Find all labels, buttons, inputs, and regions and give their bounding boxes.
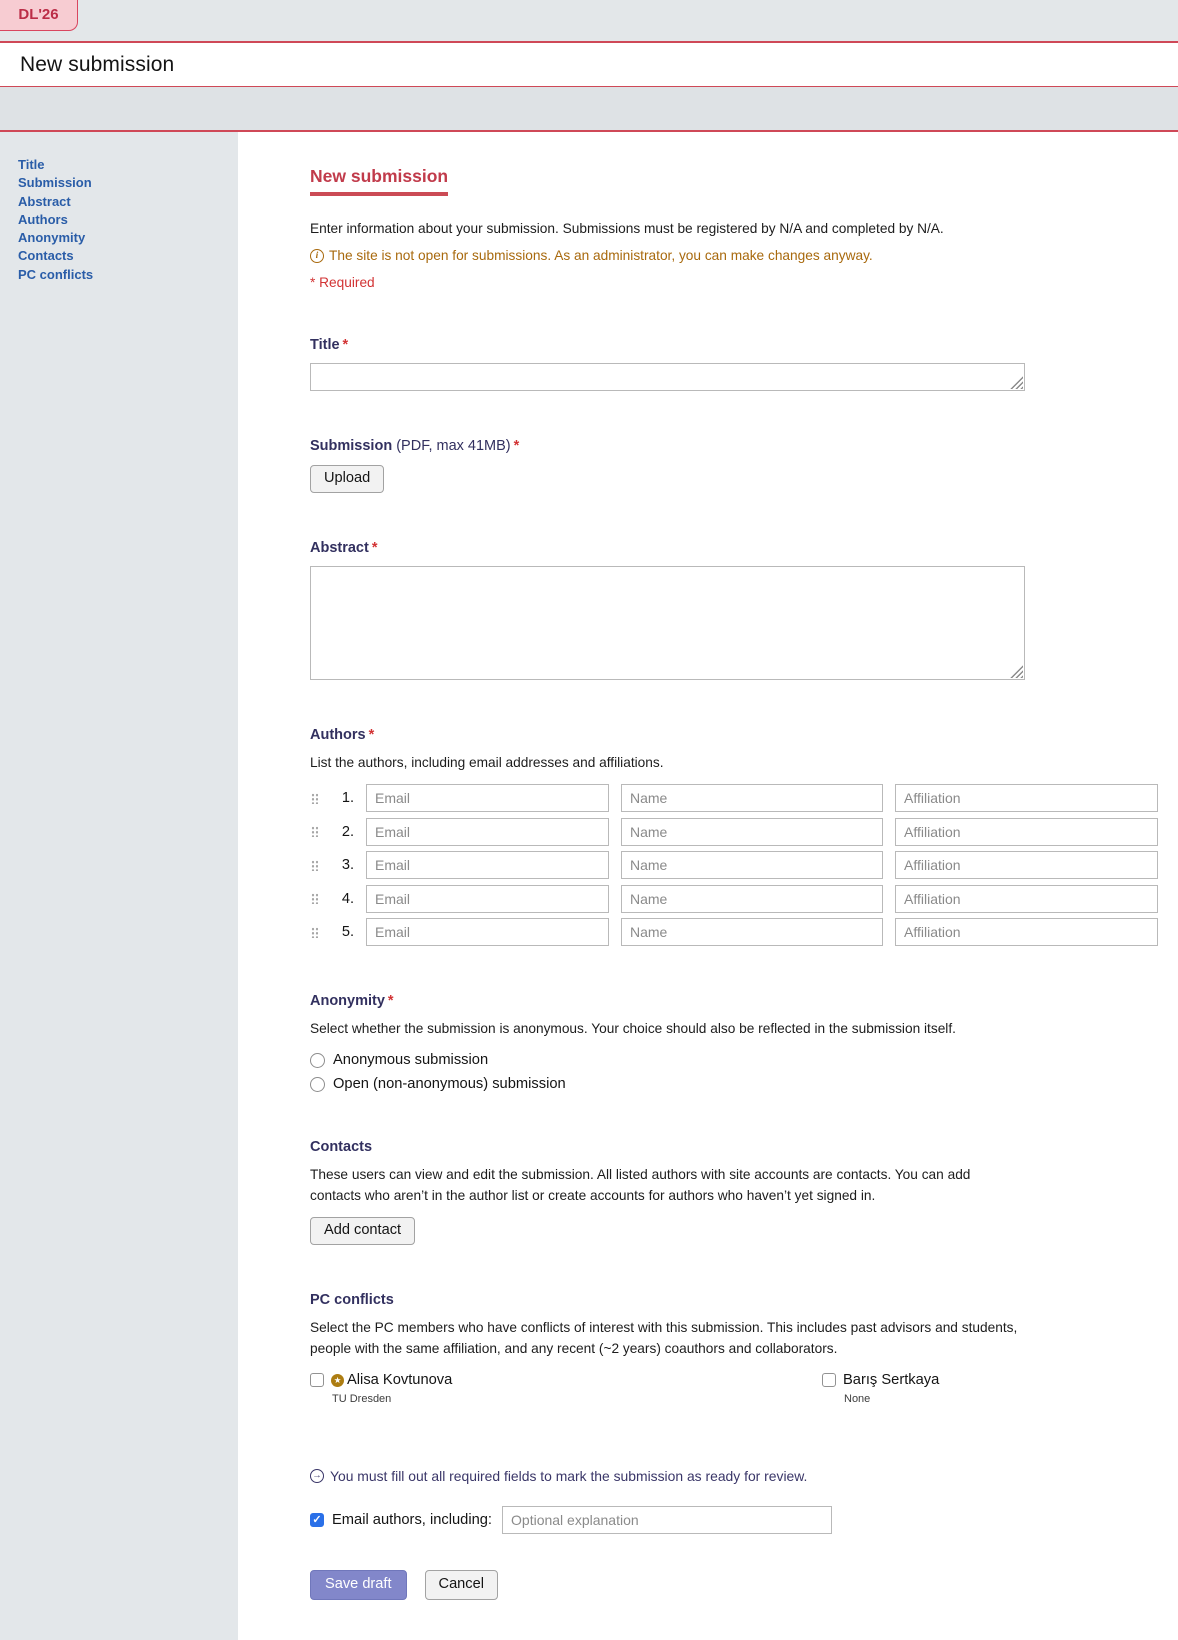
anonymity-label: Anonymity	[310, 993, 385, 1009]
author-affiliation-input[interactable]	[895, 818, 1158, 846]
anonymous-radio-label[interactable]: Anonymous submission	[333, 1052, 489, 1068]
drag-handle-icon[interactable]	[311, 927, 318, 938]
authors-description: List the authors, including email addresses and affiliations.	[310, 755, 664, 770]
contacts-label: Contacts	[310, 1139, 373, 1155]
email-authors-row	[310, 1506, 1158, 1534]
author-email-input[interactable]	[366, 851, 609, 879]
author-affiliation-input[interactable]	[895, 885, 1158, 913]
save-draft-button[interactable]: Save draft	[310, 1570, 407, 1600]
author-row	[310, 851, 1158, 879]
sidebar-item-contacts[interactable]: Contacts	[18, 248, 74, 264]
chair-star-icon: ★	[331, 1374, 344, 1387]
intro-text: Enter information about your submission. Submissions must be registered by N/A and completed by N/A.	[310, 221, 944, 236]
admin-notice	[310, 248, 1158, 263]
author-row	[310, 784, 1158, 812]
author-email-input[interactable]	[366, 784, 609, 812]
header-gray-band	[0, 87, 1178, 132]
anonymity-group	[310, 993, 1158, 1092]
author-affiliation-input[interactable]	[895, 918, 1158, 946]
sidebar-item-authors[interactable]: Authors	[18, 211, 68, 227]
submission-label: Submission	[310, 438, 393, 454]
author-email-input[interactable]	[366, 918, 609, 946]
pc-member-affiliation: None	[844, 1393, 871, 1405]
email-explanation-input[interactable]	[502, 1506, 832, 1534]
author-name-input[interactable]	[621, 818, 883, 846]
pc-conflicts-description: Select the PC members who have conflicts of interest with this submission. This includes past advisors and students, people with the same affiliation, and any recent (~2 years) coauthors and collaborators.	[310, 1320, 1018, 1356]
info-icon: i	[310, 249, 324, 263]
pc-conflict-checkbox[interactable]	[310, 1373, 324, 1387]
conference-badge[interactable]: DL'26	[0, 0, 78, 31]
email-authors-label[interactable]: Email authors, including:	[332, 1512, 493, 1528]
pc-conflicts-group	[310, 1292, 1158, 1405]
required-note: * Required	[310, 275, 375, 290]
pc-member-entry	[310, 1372, 822, 1405]
form-heading: New submission	[310, 166, 448, 196]
ready-for-review-message	[310, 1468, 1158, 1484]
add-contact-button[interactable]: Add contact	[310, 1217, 415, 1245]
sidebar-item-pc-conflicts[interactable]: PC conflicts	[18, 266, 94, 282]
anonymity-description: Select whether the submission is anonymous. Your choice should also be reflected in the submission itself.	[310, 1021, 956, 1036]
submission-hint: (PDF, max 41MB)	[396, 438, 511, 454]
abstract-group	[310, 540, 1158, 680]
open-radio[interactable]	[310, 1077, 325, 1092]
contacts-group	[310, 1139, 1158, 1245]
required-asterisk: *	[368, 727, 375, 743]
section-nav-sidebar	[0, 132, 238, 1640]
author-row-number: 3.	[341, 857, 354, 873]
author-name-input[interactable]	[621, 784, 883, 812]
upload-button[interactable]: Upload	[310, 465, 384, 493]
drag-handle-icon[interactable]	[311, 893, 318, 904]
title-input[interactable]	[311, 364, 1024, 390]
pc-conflicts-label: PC conflicts	[310, 1292, 394, 1308]
pc-conflict-checkbox[interactable]	[822, 1373, 836, 1387]
required-asterisk: *	[371, 540, 378, 556]
abstract-input[interactable]	[311, 567, 1024, 679]
pc-member-name[interactable]: Alisa Kovtunova	[347, 1372, 453, 1388]
sidebar-item-abstract[interactable]: Abstract	[18, 193, 71, 209]
arrow-circle-icon: →	[310, 1469, 324, 1483]
ready-message-text: You must fill out all required fields to mark the submission as ready for review.	[330, 1468, 808, 1484]
contacts-description: These users can view and edit the submission. All listed authors with site accounts are contacts. You can add contacts who aren’t in the author list or create accounts for authors who haven’t yet signed in.	[310, 1167, 971, 1203]
author-affiliation-input[interactable]	[895, 851, 1158, 879]
authors-group	[310, 727, 1158, 946]
author-affiliation-input[interactable]	[895, 784, 1158, 812]
author-email-input[interactable]	[366, 818, 609, 846]
required-asterisk: *	[342, 337, 349, 353]
author-row-number: 1.	[341, 790, 354, 806]
author-name-input[interactable]	[621, 918, 883, 946]
required-asterisk: *	[513, 438, 520, 454]
abstract-label: Abstract	[310, 540, 369, 556]
admin-notice-text: The site is not open for submissions. As an administrator, you can make changes anyway.	[329, 248, 873, 263]
email-authors-checkbox[interactable]: ✓	[310, 1513, 324, 1527]
page-title: New submission	[0, 43, 1178, 87]
pc-member-name[interactable]: Barış Sertkaya	[843, 1372, 940, 1388]
pc-member-affiliation: TU Dresden	[332, 1393, 392, 1405]
pc-member-entry	[822, 1372, 1158, 1405]
authors-label: Authors	[310, 727, 366, 743]
author-row	[310, 818, 1158, 846]
cancel-button[interactable]: Cancel	[425, 1570, 498, 1600]
drag-handle-icon[interactable]	[311, 860, 318, 871]
author-row	[310, 918, 1158, 946]
title-group	[310, 337, 1158, 391]
sidebar-item-title[interactable]: Title	[18, 157, 45, 172]
open-radio-label[interactable]: Open (non-anonymous) submission	[333, 1076, 566, 1092]
author-name-input[interactable]	[621, 851, 883, 879]
title-label: Title	[310, 337, 340, 353]
top-strip	[0, 0, 1178, 43]
required-asterisk: *	[387, 993, 394, 1009]
author-row-number: 2.	[341, 823, 354, 840]
author-row	[310, 885, 1158, 913]
author-row-number: 4.	[341, 890, 354, 907]
drag-handle-icon[interactable]	[311, 826, 318, 837]
author-email-input[interactable]	[366, 885, 609, 913]
sidebar-item-submission[interactable]: Submission	[18, 175, 92, 191]
author-name-input[interactable]	[621, 885, 883, 913]
author-row-number: 5.	[341, 924, 354, 940]
submission-group	[310, 438, 1158, 493]
anonymous-radio[interactable]	[310, 1053, 325, 1068]
sidebar-item-anonymity[interactable]: Anonymity	[18, 230, 86, 246]
drag-handle-icon[interactable]	[311, 793, 318, 804]
